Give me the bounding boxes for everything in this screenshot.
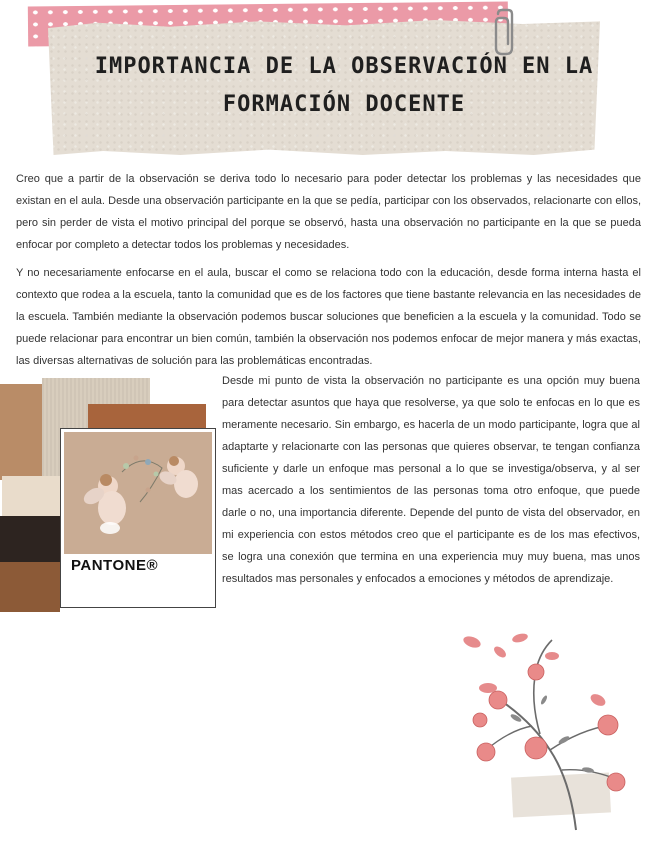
- paragraph-3: Desde mi punto de vista la observación no participante es una opción muy buena para detectar asuntos que haya que resolverse, ya que solo te enfocas en lo que es meramente necesario. Sin embargo, es hacerla de un modo participante, logra que al adaptarte y relacionarte con las personas que quieres observar, te tengan confianza suficiente y darle un enfoque mas personal a lo que se investiga/observa, y al ser mas acercado a los sentimientos de las personas toma otro enfoque, que puede darle o no, una importancia diferente. Depende del punto de vista del observador, en mi experiencia con estos métodos creo que el participante es de los mas efectivos, se logra una conexión que termina en una experiencia muy muy buena, mas unos resultados mas personales y enfocados a emociones y métodos de aprendizaje.: [222, 375, 640, 585]
- swatch-dark-brown: [0, 516, 62, 568]
- pantone-label: PANTONE®: [71, 557, 159, 574]
- paragraph-2: Y no necesariamente enfocarse en el aula, buscar el como se relaciona todo con la educación, desde forma interna hasta el contexto que rodea a la escuela, tanto la comunidad que es de los factores que tiene bastante relevancia en las necesidades de la escuela. También mediante la observación podemos buscar soluciones que beneficien a la escuela y la comunidad. Todo se puede relacionar para encontrar un bien común, también la observación nos podemos enfocar de mejor manera y más exactas, las diversas alternativas de solución para las problemáticas encontradas.: [16, 267, 641, 367]
- floral-branch-illustration: [440, 630, 640, 835]
- swatch-brown: [0, 562, 60, 612]
- pantone-card: [60, 428, 216, 608]
- page-title: IMPORTANCIA DE LA OBSERVACIÓN EN LA FORMACIÓN DOCENTE: [94, 54, 594, 117]
- paragraph-1: Creo que a partir de la observación se deriva todo lo necesario para poder detectar los problemas y las necesidades que existan en el aula. Desde una observación participante en la que se pedía, participar con los observados, relacionarte con ellos, pero sin perder de vista el motivo principal del porque se observó, hasta una observación no participante en la que se pueda enfocar por completo a detectar todos los problemas y necesidades.: [16, 173, 641, 251]
- cherubs-illustration: [64, 432, 212, 554]
- cherubs-drawing: [64, 432, 212, 554]
